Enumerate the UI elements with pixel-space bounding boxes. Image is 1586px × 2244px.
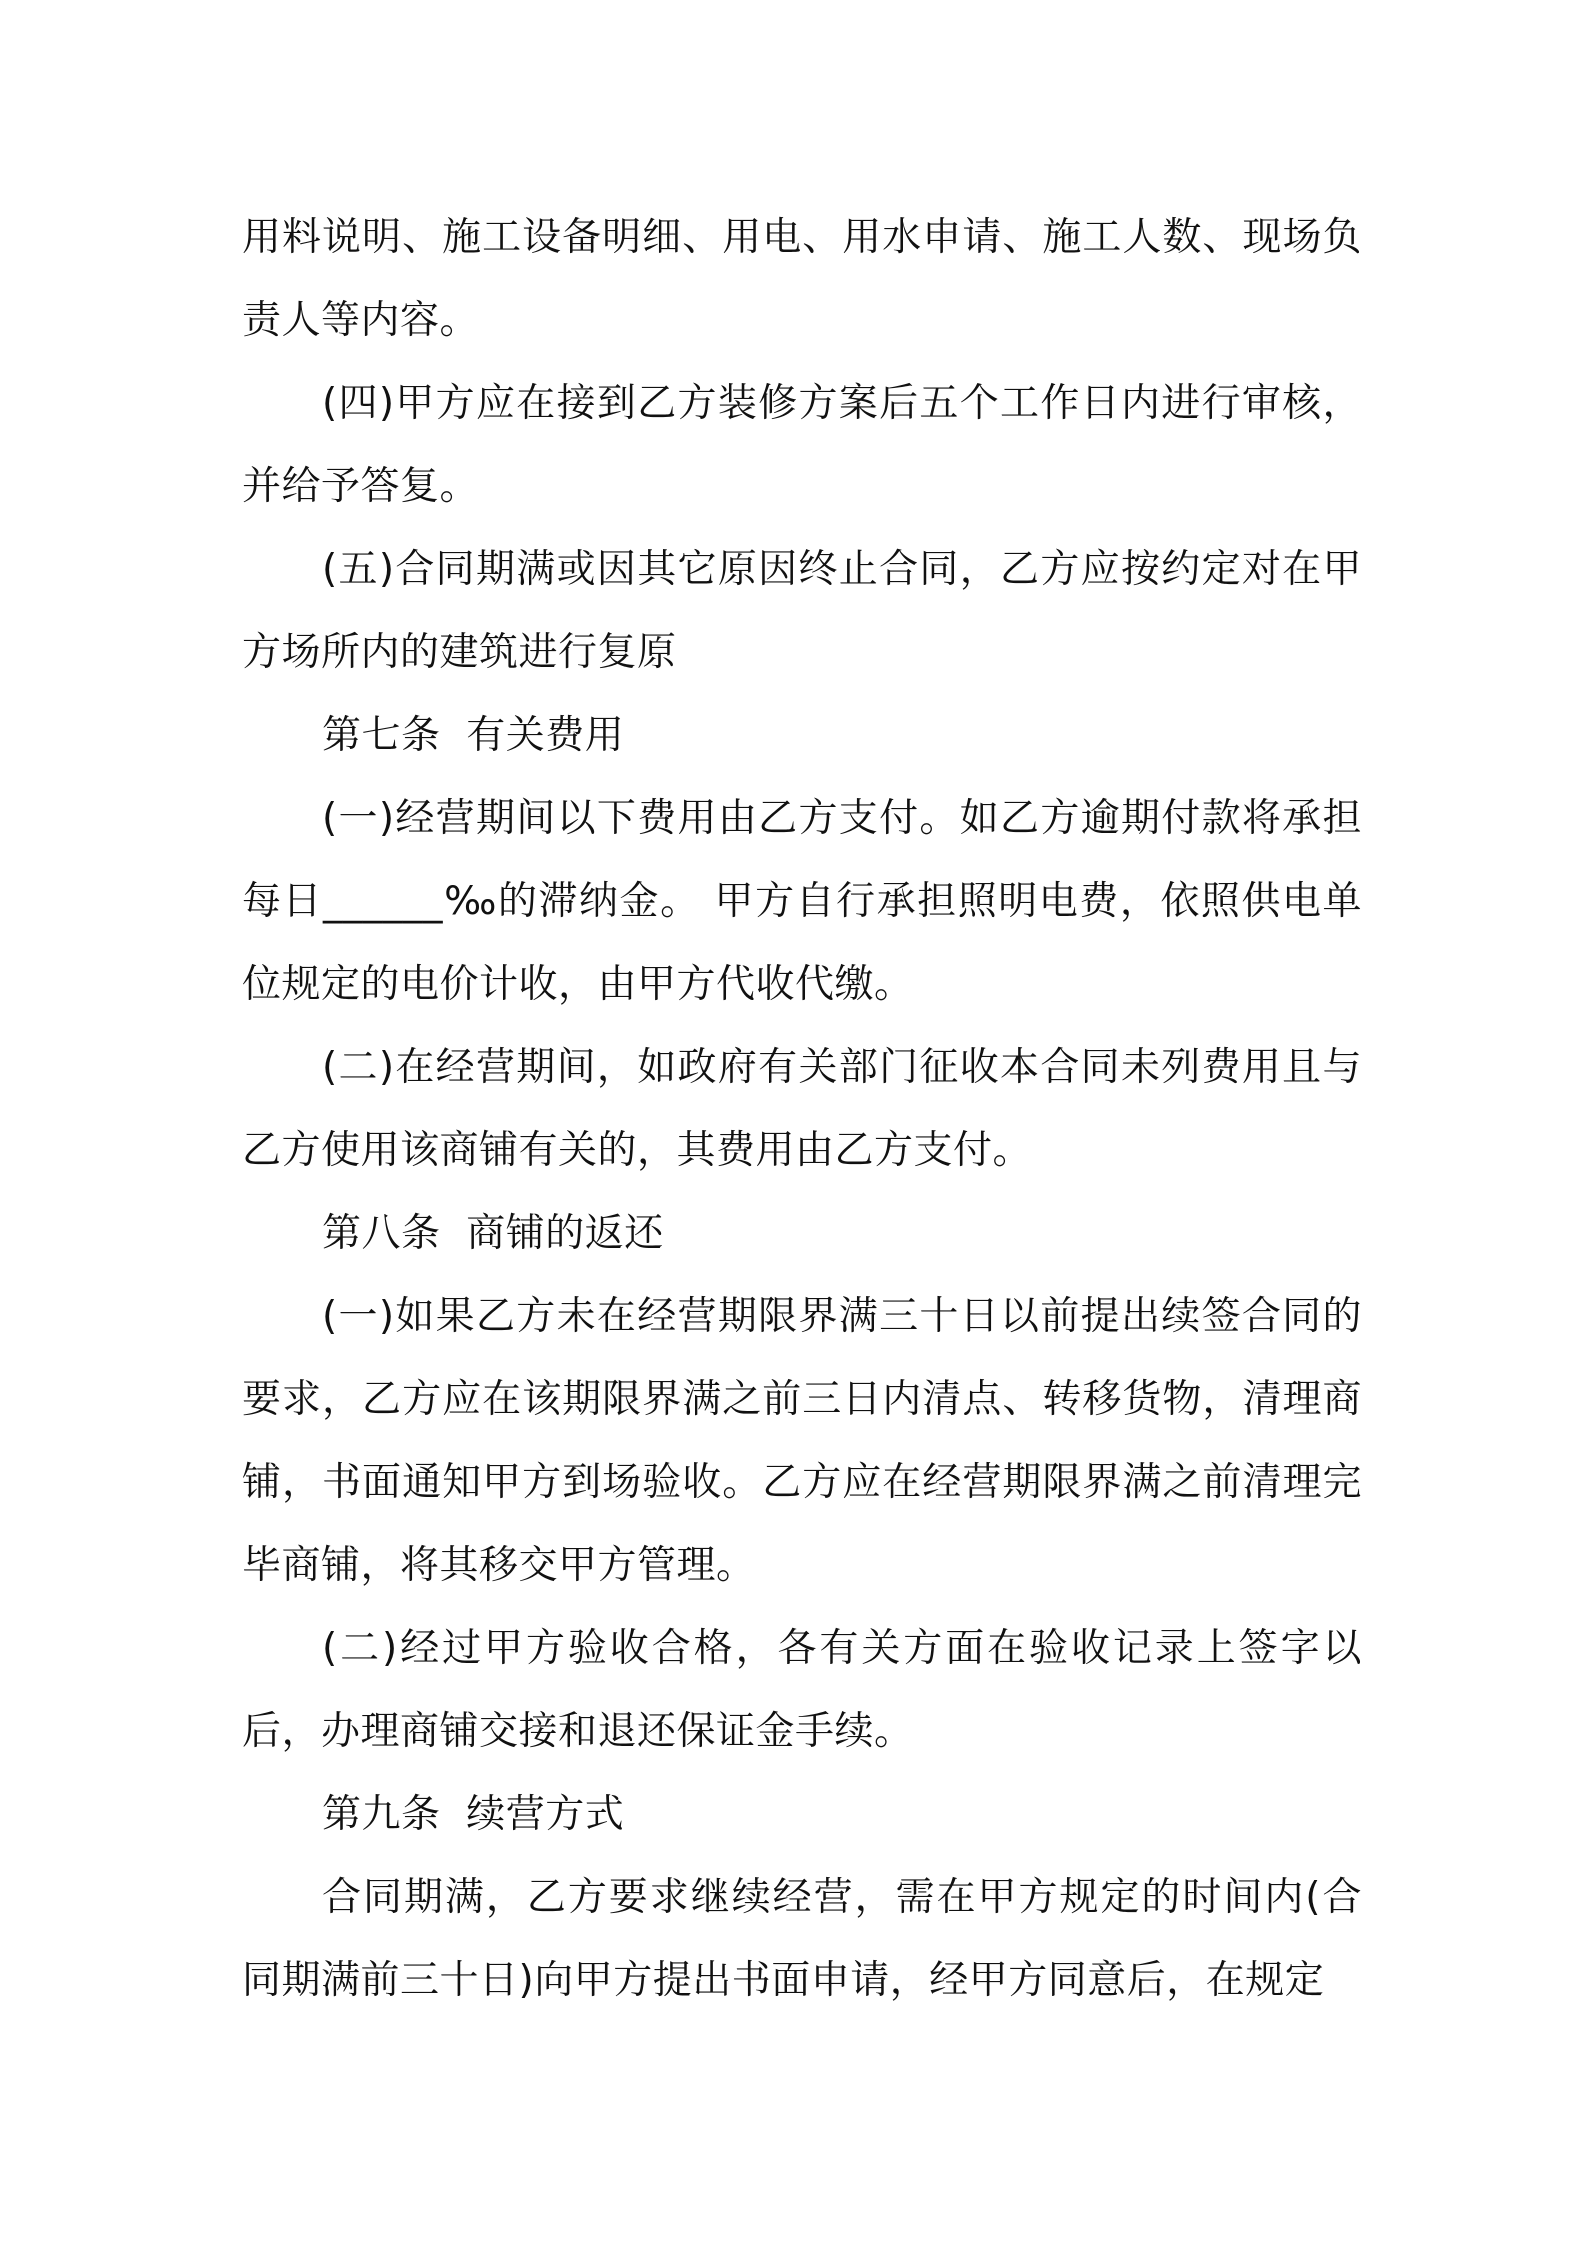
article-9-heading: 第九条 续营方式 xyxy=(322,1792,625,1837)
paragraph-clause-5: (五)合同期满或因其它原因终止合同，乙方应按约定对在甲方场所内的建筑进行复原 xyxy=(242,547,1362,675)
document-body xyxy=(242,196,1362,2022)
paragraph-article-8-item-1: (一)如果乙方未在经营期限界满三十日以前提出续签合同的要求，乙方应在该期限界满之前三日内清点、转移货物，清理商铺，书面通知甲方到场验收。乙方应在经营期限界满之前清理完毕商铺，将其移交甲方管理。 xyxy=(242,1294,1362,1588)
article-7-heading: 第七条 有关费用 xyxy=(322,713,625,758)
paragraph-article-9-body: 合同期满，乙方要求继续经营，需在甲方规定的时间内(合同期满前三十日)向甲方提出书面申请，经甲方同意后，在规定 xyxy=(242,1875,1362,2003)
article-8-heading: 第八条 商铺的返还 xyxy=(322,1211,664,1256)
paragraph-clause-4: (四)甲方应在接到乙方装修方案后五个工作日内进行审核，并给予答复。 xyxy=(242,381,1362,509)
paragraph-materials: 用料说明、施工设备明细、用电、用水申请、施工人数、现场负责人等内容。 xyxy=(242,215,1362,343)
paragraph-article-7-item-1: (一)经营期间以下费用由乙方支付。如乙方逾期付款将承担每日______‰的滞纳金。 甲方自行承担照明电费，依照供电单位规定的电价计收，由甲方代收代缴。 xyxy=(242,796,1362,1007)
paragraph-article-8-item-2: (二)经过甲方验收合格，各有关方面在验收记录上签字以后，办理商铺交接和退还保证金手续。 xyxy=(242,1626,1362,1754)
paragraph-article-7-item-2: (二)在经营期间，如政府有关部门征收本合同未列费用且与乙方使用该商铺有关的，其费用由乙方支付。 xyxy=(242,1045,1362,1173)
